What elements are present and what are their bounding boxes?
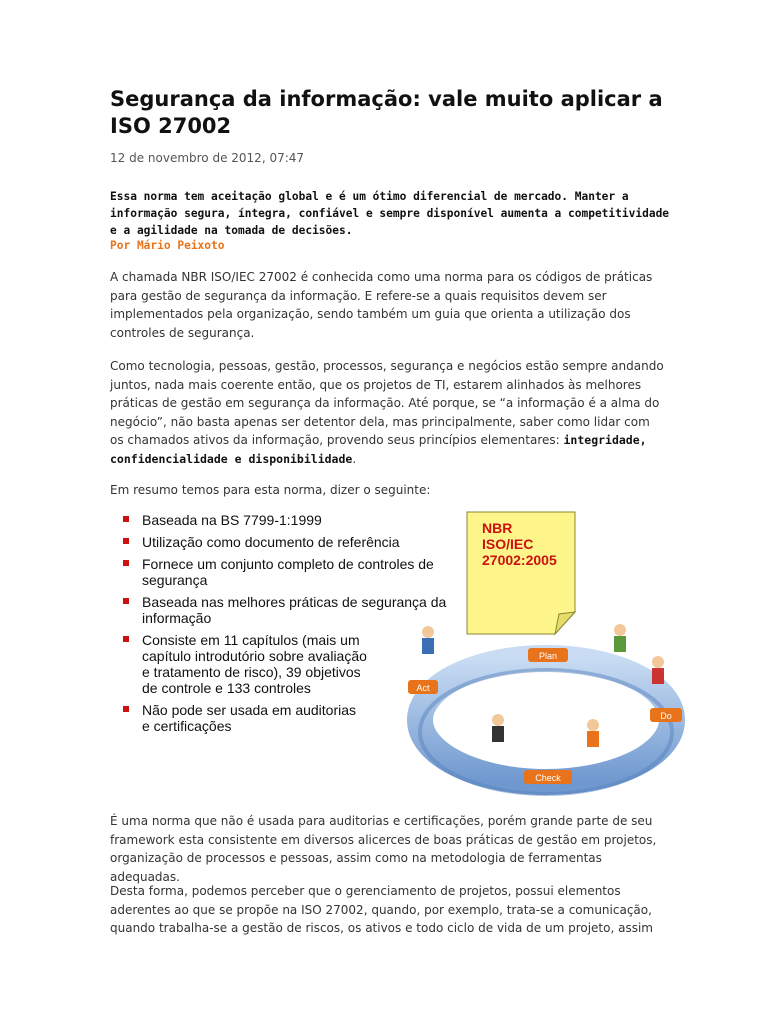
note-line: NBR <box>482 520 513 536</box>
check-label-box <box>524 770 572 784</box>
paragraph-1: A chamada NBR ISO/IEC 27002 é conhecida como uma norma para os códigos de práticas para gestão de segurança da informação. E refere-se a quais requisitos devem ser implementados pela organização, sendo também um guia que orienta a utilização dos controles de segurança. <box>110 270 653 340</box>
sticky-note-text <box>482 520 572 568</box>
act-label-box <box>408 680 438 694</box>
person-figure-icon <box>492 714 504 742</box>
paragraph-5: Desta forma, podemos perceber que o gerenciamento de projetos, possui elementos aderentes ao que se propõe na ISO 27002, quando, por exemplo, trata-se a comunicação, quando trabalha-se a gestão de riscos, os ativos e todo ciclo de vida de um projeto, assim <box>110 884 653 935</box>
paragraph-2-bold: integridade, confidencialidade e disponibilidade <box>110 433 647 466</box>
figure-bullet: Fornece um conjunto completo de controles de segurança <box>118 556 463 588</box>
article-author[interactable]: Por Mário Peixoto <box>110 239 225 252</box>
person-figure-icon <box>652 656 664 684</box>
do-label: Do <box>660 711 672 721</box>
cycle-ring <box>420 658 672 782</box>
check-label: Check <box>535 773 561 783</box>
article-lead: Essa norma tem aceitação global e é um ótimo diferencial de mercado. Manter a informação segura, íntegra, confiável e sempre disponível aumenta a competitividade e a agilidade na tomada de decisões. <box>110 190 670 237</box>
paragraph-4: É uma norma que não é usada para auditorias e certificações, porém grande parte de seu framework esta consistente em diversos alicerces de boas práticas de gestão em projetos, organização de processos e pessoas, assim como na metodologia de ferramentas adequadas. <box>110 814 657 884</box>
note-line: ISO/IEC <box>482 536 534 552</box>
person-figure-icon <box>587 719 599 747</box>
article-date: 12 de novembro de 2012, 07:47 <box>110 151 305 165</box>
figure-bullet: Utilização como documento de referência <box>118 534 463 550</box>
article-title: Segurança da informação: vale muito aplicar a ISO 27002 <box>110 87 663 138</box>
figure-bullet: Consiste em 11 capítulos (mais um capítulo introdutório sobre avaliação e tratamento de risco), 39 objetivos de controle e 133 controles <box>118 632 372 696</box>
paragraph-2-text: Como tecnologia, pessoas, gestão, processos, segurança e negócios estão sempre andando juntos, nada mais coerente então, que os projetos de TI, estarem alinhados às melhores práticas de gestão em segurança da informação. Até porque, se “a informação é a alma do negócio”, não basta apenas ser detentor dela, mas principalmente, saber como lidar com os chamados ativos da informação, provendo seus princípios elementares: <box>110 359 664 447</box>
figure-bullet: Baseada na BS 7799-1:1999 <box>118 512 463 528</box>
figure-bullet: Baseada nas melhores práticas de segurança da informação <box>118 594 463 626</box>
note-line: 27002:2005 <box>482 552 557 568</box>
iso-figure <box>108 500 692 800</box>
paragraph-3: Em resumo temos para esta norma, dizer o seguinte: <box>110 483 431 497</box>
person-figure-icon <box>422 626 434 654</box>
person-figure-icon <box>614 624 626 652</box>
plan-label: Plan <box>538 651 558 661</box>
act-label: Act <box>416 683 430 693</box>
paragraph-2 <box>110 357 666 468</box>
figure-bullet: Não pode ser usada em auditorias e certificações <box>118 702 362 734</box>
do-label-box <box>650 708 682 722</box>
paragraph-2-end: . <box>352 451 357 466</box>
plan-label-box <box>528 648 568 662</box>
pdca-cycle-illustration <box>388 620 692 798</box>
